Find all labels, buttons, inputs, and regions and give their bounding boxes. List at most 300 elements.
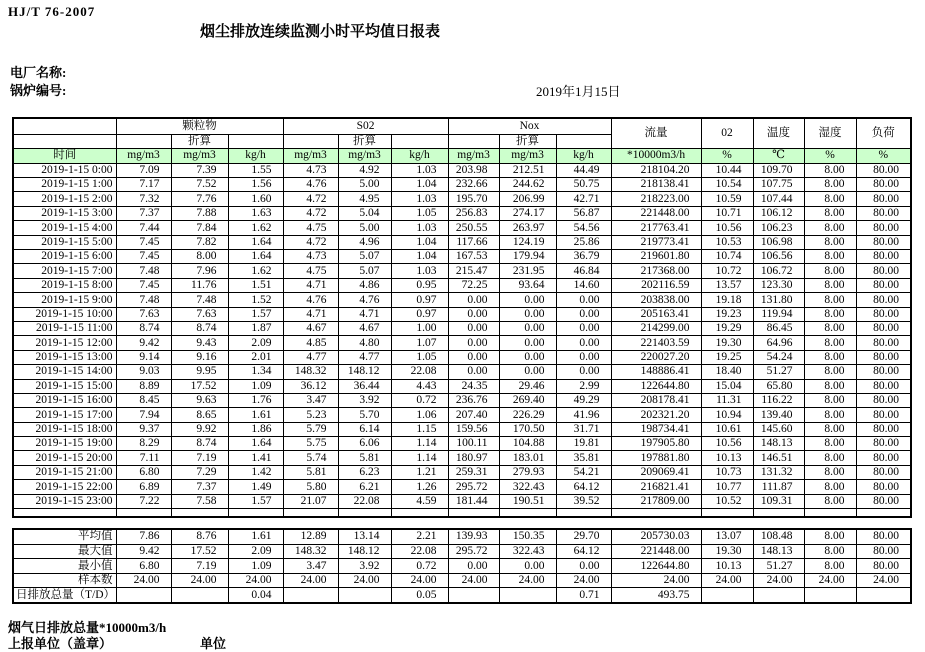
value-cell: 212.51	[499, 163, 556, 177]
value-cell: 131.80	[753, 293, 804, 307]
value-cell: 4.85	[283, 336, 338, 350]
value-cell: 11.31	[701, 393, 753, 407]
value-cell: 4.71	[338, 307, 391, 321]
value-cell: 0.00	[556, 350, 611, 364]
value-cell: 7.37	[171, 480, 228, 494]
value-cell: 122644.80	[611, 559, 701, 574]
value-cell: 3.92	[338, 559, 391, 574]
value-cell: 107.44	[753, 192, 804, 206]
table-row	[13, 451, 911, 465]
value-cell: 226.29	[499, 408, 556, 422]
time-cell: 2019-1-15 7:00	[13, 264, 116, 278]
value-cell: 139.93	[448, 529, 499, 544]
table-row	[13, 221, 911, 235]
value-cell: 19.30	[701, 336, 753, 350]
value-cell: 100.11	[448, 437, 499, 451]
blank-cell	[228, 135, 283, 149]
value-cell: 4.73	[283, 249, 338, 263]
value-cell: 4.77	[283, 350, 338, 364]
value-cell: 5.75	[283, 437, 338, 451]
summary-row	[13, 573, 911, 588]
value-cell: 25.86	[556, 235, 611, 249]
value-cell: 4.59	[391, 494, 448, 508]
value-cell: 0.00	[499, 336, 556, 350]
value-cell: 8.00	[804, 178, 856, 192]
value-cell: 2.01	[228, 350, 283, 364]
value-cell: 5.04	[338, 206, 391, 220]
value-cell: 1.14	[391, 451, 448, 465]
value-cell: 218138.41	[611, 178, 701, 192]
value-cell: 24.35	[448, 379, 499, 393]
value-cell: 1.03	[391, 221, 448, 235]
value-cell	[753, 588, 804, 603]
value-cell: 86.45	[753, 321, 804, 335]
value-cell: 24.00	[804, 573, 856, 588]
value-cell: 148.32	[283, 544, 338, 559]
value-cell: 80.00	[856, 451, 911, 465]
value-cell: 0.00	[499, 307, 556, 321]
value-cell: 5.81	[283, 465, 338, 479]
value-cell: 0.72	[391, 393, 448, 407]
value-cell: 181.44	[448, 494, 499, 508]
value-cell: 80.00	[856, 163, 911, 177]
value-cell: 221448.00	[611, 544, 701, 559]
value-cell: 7.39	[171, 163, 228, 177]
value-cell: 7.44	[116, 221, 171, 235]
blank-cell	[499, 509, 556, 518]
value-cell: 117.66	[448, 235, 499, 249]
value-cell: 217368.00	[611, 264, 701, 278]
value-cell: 232.66	[448, 178, 499, 192]
summary-row	[13, 544, 911, 559]
table-row	[13, 379, 911, 393]
time-cell: 2019-1-15 22:00	[13, 480, 116, 494]
value-cell: 217763.41	[611, 221, 701, 235]
time-cell: 2019-1-15 0:00	[13, 163, 116, 177]
value-cell: 39.52	[556, 494, 611, 508]
spacer-rows	[13, 509, 911, 518]
value-cell: 8.00	[804, 221, 856, 235]
value-cell: 80.00	[856, 336, 911, 350]
sub-header-converted-pm: 折算	[171, 135, 228, 149]
blank-cell	[804, 509, 856, 518]
value-cell: 10.54	[701, 178, 753, 192]
unit-cell: mg/m3	[499, 148, 556, 163]
value-cell: 1.61	[228, 529, 283, 544]
value-cell: 0.00	[448, 321, 499, 335]
unit-cell: mg/m3	[448, 148, 499, 163]
value-cell: 7.48	[116, 293, 171, 307]
time-cell: 2019-1-15 21:00	[13, 465, 116, 479]
blank-cell	[753, 509, 804, 518]
value-cell: 22.08	[391, 544, 448, 559]
value-cell: 24.00	[611, 573, 701, 588]
value-cell: 259.31	[448, 465, 499, 479]
value-cell: 236.76	[448, 393, 499, 407]
units-row	[13, 148, 911, 163]
value-cell: 10.52	[701, 494, 753, 508]
value-cell: 56.87	[556, 206, 611, 220]
value-cell: 5.80	[283, 480, 338, 494]
value-cell: 80.00	[856, 393, 911, 407]
value-cell: 8.00	[804, 437, 856, 451]
time-cell: 2019-1-15 10:00	[13, 307, 116, 321]
value-cell	[171, 588, 228, 603]
value-cell: 5.70	[338, 408, 391, 422]
value-cell: 13.07	[701, 529, 753, 544]
value-cell: 13.57	[701, 278, 753, 292]
value-cell: 7.45	[116, 235, 171, 249]
value-cell: 13.14	[338, 529, 391, 544]
value-cell: 148.13	[753, 437, 804, 451]
table-row	[13, 422, 911, 436]
value-cell: 8.00	[804, 494, 856, 508]
value-cell: 1.86	[228, 422, 283, 436]
unit-cell: mg/m3	[171, 148, 228, 163]
value-cell: 8.00	[804, 293, 856, 307]
standard-code: HJ/T 76-2007	[8, 4, 96, 19]
value-cell: 221448.00	[611, 206, 701, 220]
value-cell: 6.80	[116, 559, 171, 574]
value-cell: 9.92	[171, 422, 228, 436]
value-cell: 1.03	[391, 163, 448, 177]
value-cell: 195.70	[448, 192, 499, 206]
value-cell: 31.71	[556, 422, 611, 436]
value-cell: 8.00	[804, 249, 856, 263]
table-row	[13, 480, 911, 494]
time-cell: 2019-1-15 16:00	[13, 393, 116, 407]
value-cell: 8.00	[804, 321, 856, 335]
value-cell: 209069.41	[611, 465, 701, 479]
value-cell	[804, 588, 856, 603]
value-cell: 10.94	[701, 408, 753, 422]
value-cell: 2.09	[228, 544, 283, 559]
value-cell: 106.72	[753, 264, 804, 278]
value-cell: 295.72	[448, 480, 499, 494]
value-cell: 0.97	[391, 293, 448, 307]
value-cell: 322.43	[499, 544, 556, 559]
value-cell: 4.76	[338, 293, 391, 307]
value-cell: 274.17	[499, 206, 556, 220]
sub-header-converted-so2: 折算	[338, 135, 391, 149]
value-cell: 1.26	[391, 480, 448, 494]
value-cell: 1.41	[228, 451, 283, 465]
boiler-number-label: 锅炉编号:	[10, 83, 67, 98]
unit-cell: kg/h	[556, 148, 611, 163]
value-cell: 42.71	[556, 192, 611, 206]
value-cell: 7.19	[171, 451, 228, 465]
value-cell: 1.62	[228, 221, 283, 235]
value-cell: 5.00	[338, 221, 391, 235]
value-cell: 35.81	[556, 451, 611, 465]
value-cell: 80.00	[856, 321, 911, 335]
value-cell: 1.00	[391, 321, 448, 335]
blank-cell	[283, 509, 338, 518]
value-cell: 72.25	[448, 278, 499, 292]
summary-label-cell: 日排放总量（T/D）	[13, 588, 116, 603]
value-cell: 104.88	[499, 437, 556, 451]
col-group-pm: 颗粒物	[116, 118, 283, 135]
value-cell	[283, 588, 338, 603]
value-cell: 150.35	[499, 529, 556, 544]
value-cell: 0.00	[499, 293, 556, 307]
value-cell: 1.09	[228, 379, 283, 393]
value-cell: 19.81	[556, 437, 611, 451]
value-cell: 7.29	[171, 465, 228, 479]
value-cell: 493.75	[611, 588, 701, 603]
value-cell: 219773.41	[611, 235, 701, 249]
blank-cell	[448, 509, 499, 518]
value-cell: 1.05	[391, 206, 448, 220]
value-cell: 7.37	[116, 206, 171, 220]
value-cell: 50.75	[556, 178, 611, 192]
value-cell: 80.00	[856, 293, 911, 307]
value-cell: 80.00	[856, 437, 911, 451]
value-cell: 5.07	[338, 264, 391, 278]
value-cell: 107.75	[753, 178, 804, 192]
value-cell: 17.52	[171, 379, 228, 393]
value-cell: 7.09	[116, 163, 171, 177]
blank-cell	[171, 509, 228, 518]
report-unit-label: 上报单位（盖章）	[8, 636, 113, 651]
value-cell: 250.55	[448, 221, 499, 235]
value-cell: 106.56	[753, 249, 804, 263]
value-cell: 123.30	[753, 278, 804, 292]
value-cell: 0.05	[391, 588, 448, 603]
value-cell: 10.44	[701, 163, 753, 177]
value-cell: 29.46	[499, 379, 556, 393]
value-cell: 7.52	[171, 178, 228, 192]
value-cell: 0.00	[448, 307, 499, 321]
value-cell: 24.00	[391, 573, 448, 588]
time-cell: 2019-1-15 20:00	[13, 451, 116, 465]
value-cell: 9.14	[116, 350, 171, 364]
value-cell: 4.71	[283, 278, 338, 292]
value-cell: 1.15	[391, 422, 448, 436]
value-cell: 4.72	[283, 235, 338, 249]
value-cell: 14.60	[556, 278, 611, 292]
col-load: 负荷	[856, 118, 911, 148]
value-cell: 148.13	[753, 544, 804, 559]
group-header-row	[13, 118, 911, 135]
value-cell: 10.13	[701, 451, 753, 465]
value-cell: 8.45	[116, 393, 171, 407]
value-cell: 0.97	[391, 307, 448, 321]
value-cell: 8.74	[116, 321, 171, 335]
value-cell: 8.74	[171, 321, 228, 335]
value-cell: 4.76	[283, 178, 338, 192]
value-cell: 10.53	[701, 235, 753, 249]
unit-cell: mg/m3	[116, 148, 171, 163]
value-cell: 1.57	[228, 307, 283, 321]
value-cell: 205730.03	[611, 529, 701, 544]
value-cell: 10.13	[701, 559, 753, 574]
value-cell: 4.43	[391, 379, 448, 393]
value-cell: 7.96	[171, 264, 228, 278]
value-cell: 54.24	[753, 350, 804, 364]
blank-cell	[391, 135, 448, 149]
value-cell: 122644.80	[611, 379, 701, 393]
value-cell: 6.80	[116, 465, 171, 479]
value-cell: 5.23	[283, 408, 338, 422]
time-cell: 2019-1-15 1:00	[13, 178, 116, 192]
value-cell: 145.60	[753, 422, 804, 436]
value-cell: 8.00	[804, 465, 856, 479]
value-cell: 10.73	[701, 465, 753, 479]
col-temperature: 温度	[753, 118, 804, 148]
value-cell: 0.04	[228, 588, 283, 603]
value-cell: 8.00	[804, 350, 856, 364]
summary-label-cell: 平均值	[13, 529, 116, 544]
value-cell: 0.00	[448, 559, 499, 574]
value-cell: 11.76	[171, 278, 228, 292]
value-cell: 80.00	[856, 559, 911, 574]
value-cell: 3.92	[338, 393, 391, 407]
value-cell: 8.00	[171, 249, 228, 263]
blank-cell	[701, 509, 753, 518]
value-cell: 64.12	[556, 544, 611, 559]
table-row	[13, 163, 911, 177]
page-title: 烟尘排放连续监测小时平均值日报表	[200, 24, 441, 40]
value-cell: 0.00	[556, 293, 611, 307]
value-cell: 7.86	[116, 529, 171, 544]
blank-cell	[856, 509, 911, 518]
value-cell: 221403.59	[611, 336, 701, 350]
blank-cell	[228, 509, 283, 518]
value-cell: 218104.20	[611, 163, 701, 177]
table-row	[13, 350, 911, 364]
value-cell: 8.00	[804, 480, 856, 494]
value-cell: 8.00	[804, 544, 856, 559]
value-cell: 244.62	[499, 178, 556, 192]
value-cell: 231.95	[499, 264, 556, 278]
value-cell: 1.05	[391, 350, 448, 364]
value-cell: 0.00	[448, 293, 499, 307]
value-cell: 295.72	[448, 544, 499, 559]
value-cell: 206.99	[499, 192, 556, 206]
value-cell: 7.48	[171, 293, 228, 307]
value-cell: 9.03	[116, 365, 171, 379]
value-cell: 44.49	[556, 163, 611, 177]
value-cell: 36.44	[338, 379, 391, 393]
value-cell: 180.97	[448, 451, 499, 465]
value-cell: 4.96	[338, 235, 391, 249]
summary-label-cell: 最小值	[13, 559, 116, 574]
value-cell	[856, 588, 911, 603]
value-cell: 0.00	[556, 321, 611, 335]
value-cell: 8.65	[171, 408, 228, 422]
table-row	[13, 365, 911, 379]
value-cell: 4.76	[283, 293, 338, 307]
summary-label-cell: 最大值	[13, 544, 116, 559]
value-cell: 1.87	[228, 321, 283, 335]
value-cell: 80.00	[856, 379, 911, 393]
value-cell: 24.00	[856, 573, 911, 588]
value-cell: 148.12	[338, 365, 391, 379]
value-cell: 80.00	[856, 529, 911, 544]
value-cell: 183.01	[499, 451, 556, 465]
value-cell: 80.00	[856, 350, 911, 364]
value-cell: 64.12	[556, 480, 611, 494]
blank-cell	[13, 118, 116, 135]
unit-cell: %	[856, 148, 911, 163]
value-cell: 214299.00	[611, 321, 701, 335]
value-cell: 1.49	[228, 480, 283, 494]
value-cell: 7.19	[171, 559, 228, 574]
value-cell: 7.45	[116, 278, 171, 292]
value-cell: 7.82	[171, 235, 228, 249]
value-cell: 8.00	[804, 379, 856, 393]
value-cell: 7.17	[116, 178, 171, 192]
value-cell: 80.00	[856, 422, 911, 436]
unit-label: 单位	[200, 636, 227, 651]
data-rows	[13, 163, 911, 508]
value-cell: 217809.00	[611, 494, 701, 508]
blank-cell	[116, 509, 171, 518]
value-cell: 269.40	[499, 393, 556, 407]
value-cell: 4.92	[338, 163, 391, 177]
value-cell: 1.09	[228, 559, 283, 574]
value-cell: 24.00	[701, 573, 753, 588]
value-cell	[701, 588, 753, 603]
table-row	[13, 249, 911, 263]
value-cell: 36.12	[283, 379, 338, 393]
value-cell: 1.21	[391, 465, 448, 479]
value-cell: 0.00	[556, 307, 611, 321]
unit-cell: kg/h	[391, 148, 448, 163]
value-cell: 80.00	[856, 206, 911, 220]
table-row	[13, 336, 911, 350]
value-cell: 24.00	[448, 573, 499, 588]
value-cell: 17.52	[171, 544, 228, 559]
monitoring-table	[12, 117, 912, 518]
value-cell: 22.08	[338, 494, 391, 508]
time-cell: 2019-1-15 15:00	[13, 379, 116, 393]
time-cell: 2019-1-15 5:00	[13, 235, 116, 249]
value-cell: 6.23	[338, 465, 391, 479]
col-group-so2: S02	[283, 118, 448, 135]
value-cell: 0.00	[556, 365, 611, 379]
table-row	[13, 192, 911, 206]
value-cell: 8.00	[804, 235, 856, 249]
value-cell: 4.67	[283, 321, 338, 335]
value-cell: 198734.41	[611, 422, 701, 436]
unit-cell: *10000m3/h	[611, 148, 701, 163]
time-cell: 2019-1-15 19:00	[13, 437, 116, 451]
time-cell: 2019-1-15 13:00	[13, 350, 116, 364]
value-cell: 1.03	[391, 192, 448, 206]
value-cell: 7.84	[171, 221, 228, 235]
value-cell: 0.00	[448, 336, 499, 350]
value-cell: 8.76	[171, 529, 228, 544]
value-cell: 215.47	[448, 264, 499, 278]
col-group-nox: Nox	[448, 118, 611, 135]
value-cell: 0.95	[391, 278, 448, 292]
blank-cell	[556, 135, 611, 149]
table-row	[13, 408, 911, 422]
report-date: 2019年1月15日	[536, 84, 621, 99]
value-cell: 0.00	[499, 321, 556, 335]
value-cell: 109.70	[753, 163, 804, 177]
value-cell: 36.79	[556, 249, 611, 263]
value-cell	[499, 588, 556, 603]
value-cell: 8.00	[804, 365, 856, 379]
value-cell: 9.16	[171, 350, 228, 364]
value-cell: 80.00	[856, 307, 911, 321]
value-cell: 2.09	[228, 336, 283, 350]
summary-table	[12, 528, 912, 604]
value-cell: 21.07	[283, 494, 338, 508]
